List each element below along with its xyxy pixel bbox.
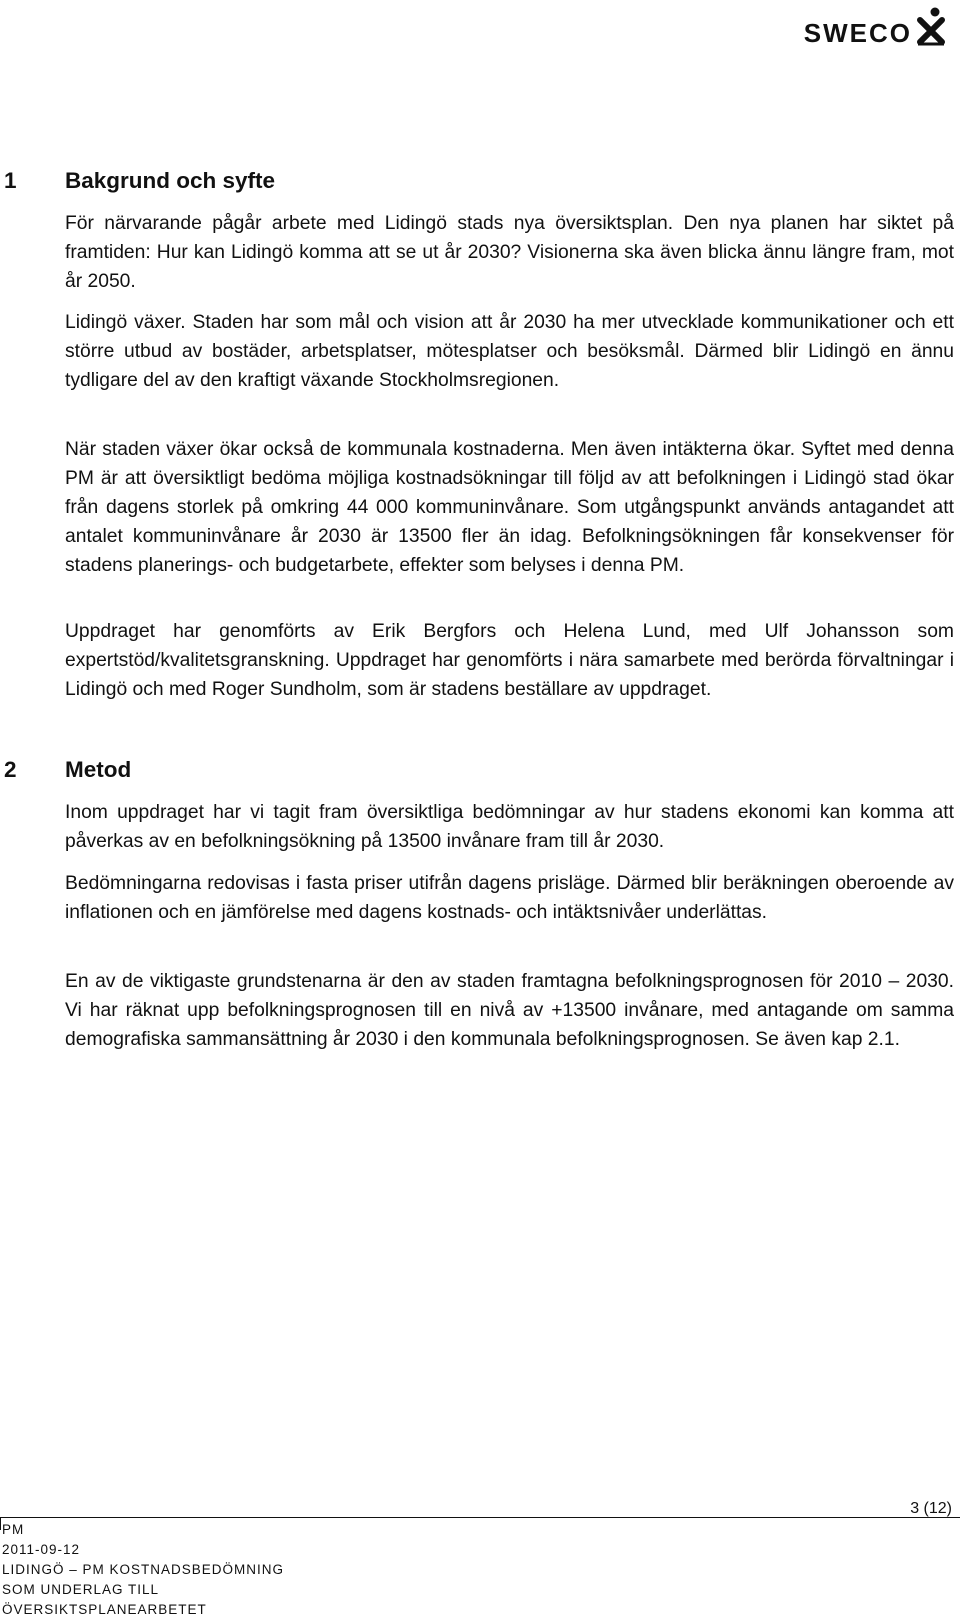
sweco-mark-icon	[914, 6, 948, 46]
paragraph: När staden växer ökar också de kommunala kostnaderna. Men även intäkterna ökar. Syftet med denna PM är att översiktligt bedöma möjliga kostnadsökningar till följd av att befolkningen i Lidingö stad ökar från dagens storlek på omkring 44 000 kommuninvånare. Som utgångspunkt används antagandet att antalet kommuninvånare år 2030 är 13500 fler än idag. Befolkningsökningen får konsekvenser för stadens planerings- och budgetarbete, effekter som belyses i denna PM.	[65, 439, 954, 576]
section-title: Bakgrund och syfte	[65, 168, 276, 193]
sweco-logo	[804, 6, 948, 49]
paragraph: Inom uppdraget har vi tagit fram översiktliga bedömningar av hur stadens ekonomi kan komma att påverkas av en befolkningsökning på 13500 invånare fram till år 2030.	[65, 802, 954, 852]
paragraph: Bedömningarna redovisas i fasta priser utifrån dagens prisläge. Därmed blir beräkningen oberoende av inflationen och en jämförelse med dagens kostnads- och intäktsnivåer underlättas.	[65, 873, 954, 923]
paragraph: För närvarande pågår arbete med Lidingö stads nya översiktsplan. Den nya planen har siktet på framtiden: Hur kan Lidingö komma att se ut år 2030? Visionerna ska även blicka ännu längre fram, mot år 2050.	[65, 213, 954, 292]
footer-title-line: ÖVERSIKTSPLANEARBETET	[2, 1602, 207, 1617]
paragraph: Uppdraget har genomförts av Erik Bergfors och Helena Lund, med Ulf Johansson som expertstöd/kvalitetsgranskning. Uppdraget har genomförts i nära samarbete med berörda förvaltningar i Lidingö och med Roger Sundholm, som är stadens beställare av uppdraget.	[65, 621, 954, 700]
section-title: Metod	[65, 757, 132, 782]
footer-title-line: SOM UNDERLAG TILL	[2, 1582, 160, 1597]
footer-divider	[0, 1517, 960, 1518]
section-number: 2	[4, 757, 17, 782]
footer-divider-tick	[0, 1518, 1, 1530]
page-number: 3 (12)	[910, 1500, 952, 1517]
logo-text: SWECO	[803, 18, 912, 48]
footer	[2, 1520, 284, 1620]
paragraph: En av de viktigaste grundstenarna är den av staden framtagna befolkningsprognosen för 2010 – 2030. Vi har räknat upp befolkningsprognosen till en nivå av +13500 invånare, med antagande om samma demografiska sammansättning år 2030 i den kommunala befolkningsprognosen. Se även kap 2.1.	[65, 971, 954, 1050]
section-number: 1	[4, 168, 17, 193]
paragraph: Lidingö växer. Staden har som mål och vision att år 2030 ha mer utvecklade kommunikationer och ett större utbud av bostäder, arbetsplatser, mötesplatser och besöksmål. Därmed blir Lidingö en ännu tydligare del av den kraftigt växande Stockholmsregionen.	[65, 312, 954, 391]
footer-date: 2011-09-12	[2, 1542, 81, 1557]
footer-doc-type: PM	[2, 1522, 25, 1537]
footer-title-line: LIDINGÖ – PM KOSTNADSBEDÖMNING	[2, 1562, 285, 1577]
